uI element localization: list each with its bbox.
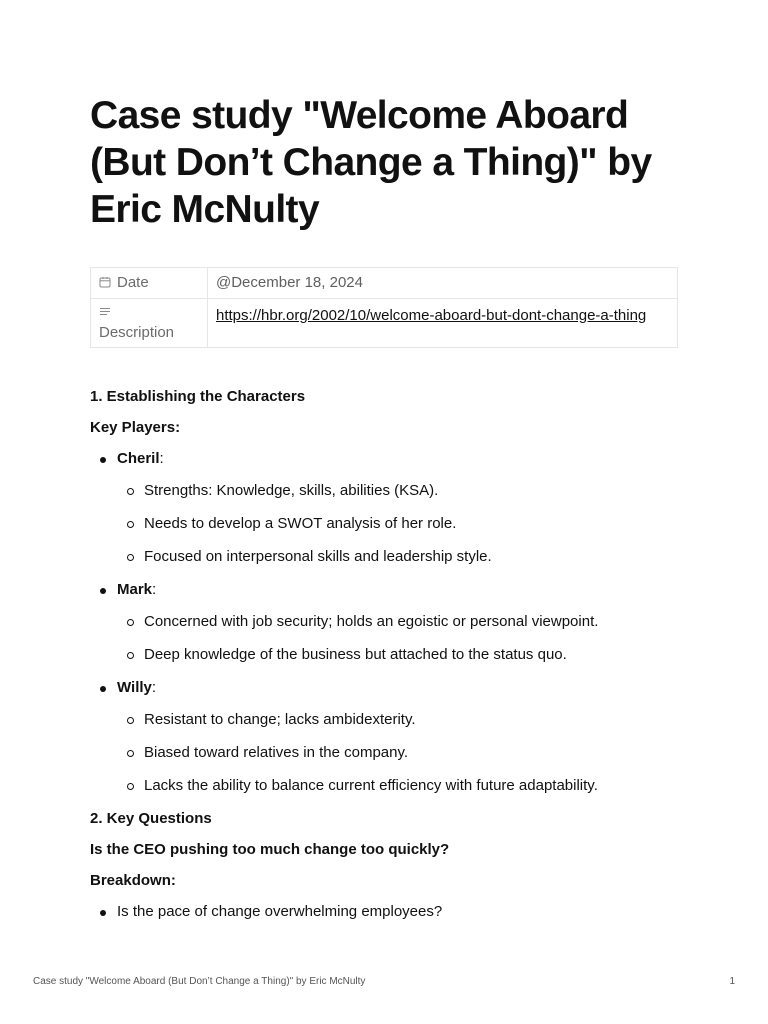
document-content [90,386,678,923]
property-label-date: Date [117,274,149,291]
property-label-description: Description [99,323,175,341]
property-row-description [91,298,678,347]
player-points-list [117,709,678,797]
players-list [90,448,678,797]
property-key-description [91,298,208,347]
footer-title: Case study "Welcome Aboard (But Don’t Change a Thing)" by Eric McNulty [33,976,366,987]
list-item: Needs to develop a SWOT analysis of her role. [117,513,678,535]
player-name-suffix: : [151,678,157,696]
player-name: Willy [117,678,152,696]
list-item: Resistant to change; lacks ambidexterity. [117,709,678,731]
list-item-player [90,579,678,666]
footer-page-number: 1 [729,976,735,987]
page-title: Case study "Welcome Aboard (But Don’t Change a Thing)" by Eric McNulty [90,94,652,231]
description-link[interactable]: https://hbr.org/2002/10/welcome-aboard-but-dont-change-a-thing [216,306,647,324]
calendar-icon [99,275,111,292]
player-name: Mark [117,580,153,598]
breakdown-label: Breakdown: [90,871,176,889]
list-item: Is the pace of change overwhelming employees? [90,901,678,923]
section-heading-questions: 2. Key Questions [90,809,212,827]
document-page [90,92,678,933]
list-item: Concerned with job security; holds an egoistic or personal viewpoint. [117,611,678,633]
key-question: Is the CEO pushing too much change too quickly? [90,840,450,858]
breakdown-list [90,901,678,923]
player-name: Cheril [117,449,160,467]
player-name-suffix: : [152,580,157,598]
property-key-date [91,268,208,299]
text-lines-icon [99,305,193,322]
list-item: Biased toward relatives in the company. [117,742,678,764]
list-item: Deep knowledge of the business but attached to the status quo. [117,644,678,666]
section-heading-characters: 1. Establishing the Characters [90,387,306,405]
player-points-list [117,480,678,568]
page-footer [33,976,735,987]
list-item: Lacks the ability to balance current efficiency with future adaptability. [117,775,678,797]
list-item-player [90,448,678,568]
property-value-date: @December 18, 2024 [208,268,678,299]
subheading-key-players: Key Players: [90,418,181,436]
list-item: Focused on interpersonal skills and leadership style. [117,546,678,568]
list-item-player [90,677,678,797]
properties-table [90,267,678,348]
player-points-list [117,611,678,666]
list-item: Strengths: Knowledge, skills, abilities (KSA). [117,480,678,502]
player-name-suffix: : [159,449,164,467]
property-value-description [208,298,678,347]
property-row-date [91,268,678,299]
